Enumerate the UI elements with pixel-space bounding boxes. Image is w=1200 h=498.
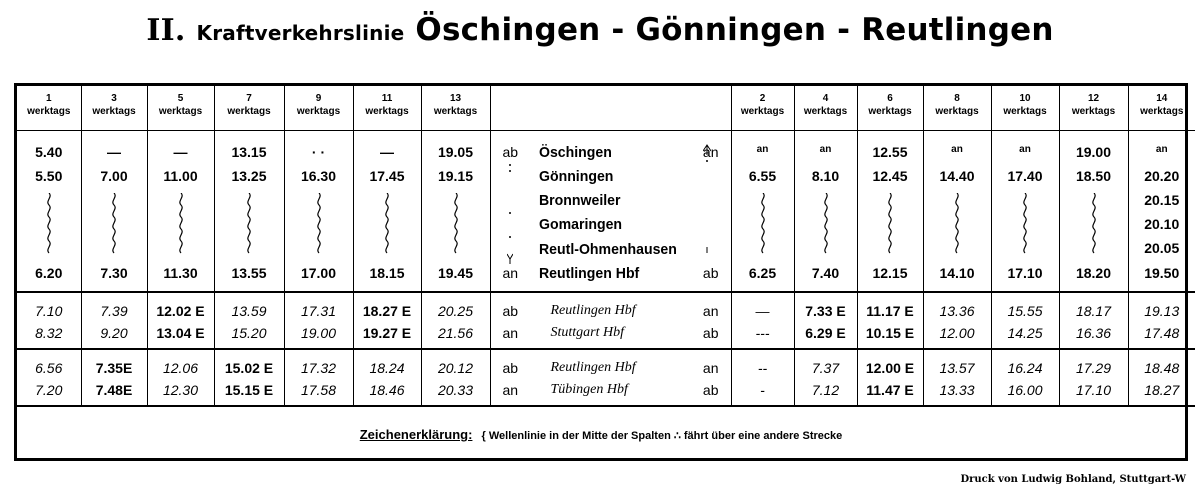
time-last: 7.30 (100, 264, 128, 281)
train-times (794, 130, 857, 292)
train-days: werktags (158, 106, 203, 117)
train-times (421, 130, 490, 292)
train-number: 10 (1019, 93, 1031, 104)
wavy-line-icon (176, 193, 186, 255)
time-second: 8.10 (811, 167, 840, 184)
train-times (857, 130, 923, 292)
timetable (17, 86, 1195, 407)
time-first: 19.00 (1075, 143, 1112, 160)
station-name: Reutlingen Hbf (538, 264, 639, 282)
connection-time: 6.29 E (805, 324, 846, 341)
tuebingen-stations (490, 349, 731, 406)
train-days: werktags (92, 106, 136, 117)
depart-label: ab (702, 324, 719, 341)
time-first: an (819, 143, 832, 155)
depart-label: ab (502, 359, 519, 376)
main-route-row (17, 130, 1195, 292)
tuebingen-times (17, 349, 81, 406)
connection-time: 21.56 (437, 324, 474, 341)
stuttgart-stations (490, 292, 731, 349)
connection-time: 17.10 (1075, 381, 1112, 398)
time-second: 12.45 (872, 167, 908, 184)
connection-time: 15.02 E (224, 359, 274, 376)
connection-time: 14.25 (1007, 324, 1043, 341)
connection-time: 12.06 (162, 359, 199, 376)
train-number: 2 (759, 93, 766, 104)
tuebingen-times (731, 349, 794, 406)
stuttgart-times (923, 292, 991, 349)
time-second: 14.40 (939, 167, 975, 184)
stations-main (490, 130, 731, 292)
time-second: 17.45 (369, 167, 405, 184)
train-days: werktags (1003, 106, 1047, 117)
title-route: Öschingen - Gönningen - Reutlingen (415, 12, 1054, 48)
wavy-line-symbol: { (481, 430, 486, 442)
connection-time: 12.00 (939, 324, 975, 341)
connection-time: 11.47 E (866, 381, 914, 398)
time-first: 19.05 (437, 143, 474, 160)
stuttgart-times (147, 292, 214, 349)
header-row (17, 86, 1195, 130)
tuebingen-times (857, 349, 923, 406)
arrive-label: an (502, 324, 519, 341)
train-times (1059, 130, 1128, 292)
connection-time: 7.33 E (805, 302, 846, 319)
wavy-line-icon (885, 193, 895, 255)
arrive-label: an (702, 302, 719, 319)
time-last: 17.10 (1007, 264, 1043, 281)
train-days: werktags (296, 106, 341, 117)
train-times (17, 130, 81, 292)
connection-time: 7.10 (35, 302, 63, 319)
train-days: werktags (433, 106, 478, 117)
connection-time: 7.12 (811, 381, 840, 398)
connection-time: 18.17 (1075, 302, 1112, 319)
stuttgart-times (17, 292, 81, 349)
train-number: 14 (1156, 93, 1168, 104)
stuttgart-times (1128, 292, 1195, 349)
time-second: 7.00 (100, 167, 128, 184)
direction-down-arrow-icon (507, 161, 513, 265)
train-times (991, 130, 1059, 292)
connection-time: 20.25 (437, 302, 474, 319)
connection-time: 18.46 (369, 381, 405, 398)
stuttgart-times (284, 292, 353, 349)
time-last: 18.15 (369, 264, 405, 281)
arrive-label: an (502, 264, 519, 281)
train-times (214, 130, 284, 292)
printer-credit: Druck von Ludwig Bohland, Stuttgart-W (960, 474, 1186, 485)
connection-time: 16.00 (1007, 381, 1043, 398)
arrive-label: an (702, 359, 719, 376)
train-days: werktags (868, 106, 912, 117)
connection-time: 19.27 E (362, 324, 412, 341)
train-times (284, 130, 353, 292)
connection-time: — (755, 302, 770, 319)
time-last: 17.00 (300, 264, 337, 281)
tuebingen-times (284, 349, 353, 406)
tuebingen-times (923, 349, 991, 406)
connection-time: 17.58 (300, 381, 337, 398)
train-header (284, 86, 353, 130)
train-header (421, 86, 490, 130)
station-name: Öschingen (538, 143, 612, 161)
train-days: werktags (803, 106, 848, 117)
connection-time: 19.00 (300, 324, 337, 341)
train-days: werktags (1071, 106, 1116, 117)
wavy-line-icon (314, 193, 324, 255)
stations-header (490, 86, 731, 130)
wavy-line-icon (244, 193, 254, 255)
time-first: — (107, 143, 121, 160)
page-title (0, 12, 1200, 48)
wavy-line-icon (44, 193, 54, 255)
stuttgart-connection-row (17, 292, 1195, 349)
connection-time: 8.32 (35, 324, 63, 341)
time-last: 6.20 (35, 264, 63, 281)
time-first: an (756, 143, 769, 155)
legend (17, 413, 1185, 458)
station-name: Reutlingen Hbf (550, 302, 636, 318)
stuttgart-times (81, 292, 147, 349)
time-second: 6.55 (748, 167, 777, 184)
station-name: Tübingen Hbf (550, 381, 628, 397)
train-times (353, 130, 421, 292)
time-second: 11.00 (163, 167, 198, 184)
connection-time: 7.48E (95, 381, 133, 398)
tuebingen-times (1128, 349, 1195, 406)
tuebingen-times (147, 349, 214, 406)
time-last: 19.45 (437, 264, 474, 281)
stuttgart-times (421, 292, 490, 349)
time-second: 5.50 (35, 167, 63, 184)
tuebingen-times (81, 349, 147, 406)
connection-time: 17.29 (1075, 359, 1112, 376)
station-name: Reutl-Ohmenhausen (538, 240, 677, 258)
connection-time: 20.12 (437, 359, 474, 376)
connection-time: 12.02 E (156, 302, 205, 319)
connection-time: 10.15 E (865, 324, 915, 341)
arrive-label: an (702, 143, 719, 160)
connection-time: 18.27 E (362, 302, 412, 319)
train-days: werktags (227, 106, 271, 117)
train-times (731, 130, 794, 292)
time-second: 13.25 (231, 167, 267, 184)
train-header (17, 86, 81, 130)
wavy-line-icon (1089, 193, 1099, 255)
connection-time: 18.24 (369, 359, 405, 376)
depart-label: ab (702, 264, 719, 281)
train-number: 4 (822, 93, 829, 104)
connection-time: 15.55 (1007, 302, 1043, 319)
train-header (81, 86, 147, 130)
legend-key: Zeichenerklärung: (359, 427, 473, 442)
arrive-label: an (502, 381, 519, 398)
train-days: werktags (935, 106, 979, 117)
tuebingen-times (1059, 349, 1128, 406)
connection-time: 18.48 (1144, 359, 1180, 376)
time-second: 18.50 (1075, 167, 1112, 184)
time-last: 11.30 (163, 264, 198, 281)
stuttgart-times (214, 292, 284, 349)
tuebingen-times (214, 349, 284, 406)
train-days: werktags (1140, 106, 1184, 117)
time-extra: 20.05 (1144, 239, 1180, 256)
time-first: — (173, 143, 188, 160)
train-times (81, 130, 147, 292)
connection-time: 12.30 (162, 381, 199, 398)
stuttgart-times (857, 292, 923, 349)
stuttgart-times (353, 292, 421, 349)
time-last: 14.10 (939, 264, 975, 281)
train-number: 6 (887, 93, 893, 104)
station-name: Stuttgart Hbf (550, 324, 625, 340)
time-first: an (1019, 143, 1031, 155)
train-number: 7 (246, 93, 252, 104)
station-name: Bronnweiler (538, 191, 620, 209)
connection-time: 7.35E (95, 359, 133, 376)
time-extra: 20.15 (1144, 191, 1180, 208)
train-header (1059, 86, 1128, 130)
train-header (147, 86, 214, 130)
connection-time: 7.20 (35, 381, 63, 398)
station-name: Gomaringen (538, 215, 622, 233)
time-first: 5.40 (35, 143, 63, 160)
time-first: — (380, 143, 394, 160)
stuttgart-times (991, 292, 1059, 349)
connection-time: 19.13 (1144, 302, 1180, 319)
train-days: werktags (365, 106, 409, 117)
connection-time: 11.17 E (866, 302, 914, 319)
train-number: 5 (177, 93, 184, 104)
connection-time: - (760, 381, 765, 398)
time-first: 13.15 (231, 143, 267, 160)
train-number: 8 (954, 93, 960, 104)
stuttgart-times (794, 292, 857, 349)
train-times (923, 130, 991, 292)
tuebingen-connection-row (17, 349, 1195, 406)
time-first: 12.55 (872, 143, 908, 160)
connection-time: 15.15 E (224, 381, 274, 398)
connection-time: 6.56 (35, 359, 63, 376)
connection-time: 18.27 (1144, 381, 1180, 398)
connection-time: 17.31 (300, 302, 337, 319)
train-number: 9 (315, 93, 322, 104)
station-name: Reutlingen Hbf (550, 359, 636, 375)
time-second: 20.20 (1144, 167, 1180, 184)
wavy-line-icon (952, 193, 962, 255)
time-last: 12.15 (872, 264, 908, 281)
connection-time: 13.59 (231, 302, 267, 319)
train-header (991, 86, 1059, 130)
time-first: an (1155, 143, 1168, 155)
connection-time: --- (755, 324, 770, 341)
train-times (1128, 130, 1195, 292)
time-second: 17.40 (1007, 167, 1043, 184)
connection-time: 13.04 E (156, 324, 205, 341)
train-days: werktags (740, 106, 785, 117)
connection-time: 13.36 (939, 302, 975, 319)
train-days: werktags (27, 106, 71, 117)
connection-time: 7.39 (100, 302, 128, 319)
train-header (731, 86, 794, 130)
depart-label: ab (502, 302, 519, 319)
wavy-line-icon (109, 193, 119, 255)
direction-up-arrow-icon (703, 139, 711, 257)
wavy-line-icon (382, 193, 392, 255)
depart-label: ab (502, 143, 519, 160)
train-number: 3 (111, 93, 117, 104)
connection-time: 16.24 (1007, 359, 1043, 376)
connection-time: 13.57 (939, 359, 975, 376)
time-second: 16.30 (300, 167, 337, 184)
train-times (147, 130, 214, 292)
train-header (923, 86, 991, 130)
time-last: 6.25 (748, 264, 777, 281)
wavy-line-icon (821, 193, 831, 255)
stuttgart-times (731, 292, 794, 349)
time-first: an (951, 143, 963, 155)
time-extra: 20.10 (1144, 215, 1180, 232)
connection-time: 9.20 (100, 324, 128, 341)
tuebingen-times (991, 349, 1059, 406)
connection-time: 12.00 E (865, 359, 915, 376)
title-numeral: II. (146, 13, 186, 48)
tuebingen-times (421, 349, 490, 406)
stuttgart-times (1059, 292, 1128, 349)
train-number: 11 (381, 93, 393, 104)
train-number: 13 (449, 93, 462, 104)
train-header (857, 86, 923, 130)
time-last: 13.55 (231, 264, 267, 281)
train-header (794, 86, 857, 130)
tuebingen-times (353, 349, 421, 406)
title-prefix: Kraftverkehrslinie (196, 21, 405, 45)
time-last: 7.40 (811, 264, 840, 281)
wavy-line-icon (758, 193, 768, 255)
tuebingen-times (794, 349, 857, 406)
wavy-line-icon (1020, 193, 1030, 255)
depart-label: ab (702, 381, 719, 398)
train-number: 12 (1087, 93, 1100, 104)
time-second: 19.15 (437, 167, 474, 184)
connection-time: 17.48 (1144, 324, 1180, 341)
connection-time: 13.33 (939, 381, 975, 398)
station-name: Gönningen (538, 167, 613, 185)
connection-time: 15.20 (231, 324, 267, 341)
connection-time: 7.37 (811, 359, 840, 376)
connection-time: 17.32 (300, 359, 337, 376)
connection-time: -- (757, 359, 768, 376)
connection-time: 16.36 (1075, 324, 1112, 341)
train-header (1128, 86, 1195, 130)
wavy-line-icon (451, 193, 461, 255)
connection-time: 20.33 (437, 381, 474, 398)
time-last: 19.50 (1144, 264, 1180, 281)
train-header (214, 86, 284, 130)
time-last: 18.20 (1075, 264, 1112, 281)
train-number: 1 (45, 93, 52, 104)
legend-text: Wellenlinie in der Mitte der Spalten ∴ fährt über eine andere Strecke (488, 430, 843, 442)
time-first: · · (311, 143, 326, 160)
train-header (353, 86, 421, 130)
